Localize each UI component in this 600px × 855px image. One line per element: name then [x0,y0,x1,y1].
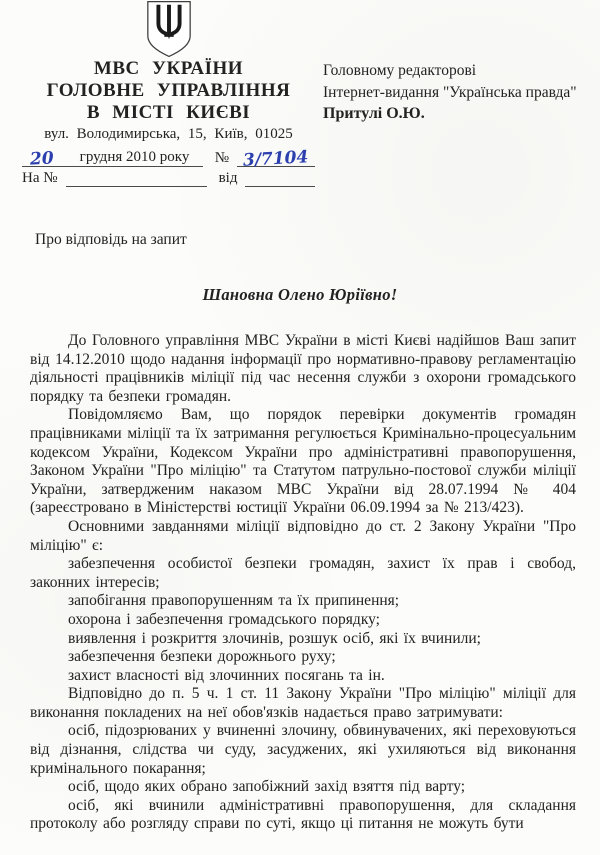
org-name-line2: ГОЛОВНЕ УПРАВЛІННЯ [46,80,291,101]
subject-line: Про відповідь на запит [35,231,187,248]
org-name-line3: В МІСТІ КИЄВІ [86,102,251,123]
body-paragraph: Повідомляємо Вам, що порядок перевірки документів громадян працівниками міліції та їх затримання регулюється Кримінально-процесуальним кодексом України, Кодексом України про адміністративні правопорушення, Законом України "Про міліцію" та Статутом патрульно-постової служби міліції України, затвердженим наказом МВС України від 28.07.1994 № 404 (зареєстровано в Міністерстві юстиції України 06.09.1994 за № 213/423). [30,406,576,517]
body-list-item: осіб, підозрюваних у вчиненні злочину, обвинувачених, які переховуються від дізнання, слідства чи суду, засуджених, які ухиляються від виконання кримінального покарання; [30,722,576,777]
org-name-line1: МВС УКРАЇНИ [93,58,244,79]
body-list-item: охорона і забезпечення громадського порядку; [68,610,380,628]
body-list-item: запобігання правопорушенням та їх припинення; [68,592,400,610]
addressee-title: Головному редакторові [323,62,477,79]
ref-number-blank-line [66,170,207,187]
body-list-item: осіб, які вчинили адміністративні правопорушення, для складання протоколу або розгляду справи по суті, якщо ці питання не можуть бути [30,796,576,833]
date-printed-label: грудня 2010 року [79,149,190,165]
body-list-item: забезпечення безпеки дорожнього руху; [68,648,336,666]
ref-from-label: від [218,170,238,186]
number-sign-label: № [214,150,230,166]
body-list-item: осіб, щодо яких обрано запобіжний захід взяття під варту; [68,778,466,796]
handwritten-date-day: 20 [29,148,55,170]
addressee-name: Притулі О.Ю. [323,105,425,123]
salutation: Шановна Олено Юріївно! [202,285,398,304]
letter-body [30,332,576,834]
number-blank-line [237,147,315,171]
addressee-organization: Інтернет-видання "Українська правда" [323,83,577,101]
letterhead-org-block [0,0,315,187]
org-address: вул. Володимирська, 15, Київ, 01025 [44,126,293,142]
body-list-item: забезпечення особистої безпеки громадян, захист їх прав і свобод, законних інтересів; [30,555,576,591]
ref-from-blank-line [245,170,315,187]
ukraine-trident-emblem-icon [22,0,315,58]
body-paragraph: Відповідно до п. 5 ч. 1 ст. 11 Закону України "Про міліцію" міліції для виконання покладених на неї обов'язків надається право затримувати: [30,685,576,721]
ref-number-label: На № [22,170,58,186]
body-list-item: захист власності від злочинних посягань та ін. [68,666,385,684]
date-blank-line [22,148,203,170]
date-number-row [22,147,315,171]
handwritten-outgoing-number: 3/7104 [242,147,310,171]
reference-row [22,170,315,187]
addressee-block [315,0,600,187]
body-paragraph: До Головного управління МВС України в місті Києві надійшов Ваш запит від 14.12.2010 щодо надання інформації про нормативно-правову регламентацію діяльності працівників міліції під час несення служби з охорони громадського порядку та безпеки громадян. [30,332,576,405]
letterhead [0,0,600,187]
body-paragraph: Основними завданнями міліції відповідно до ст. 2 Закону України "Про міліцію" є: [30,517,576,554]
body-list-item: виявлення і розкриття злочинів, розшук осіб, які їх вчинили; [68,629,481,647]
